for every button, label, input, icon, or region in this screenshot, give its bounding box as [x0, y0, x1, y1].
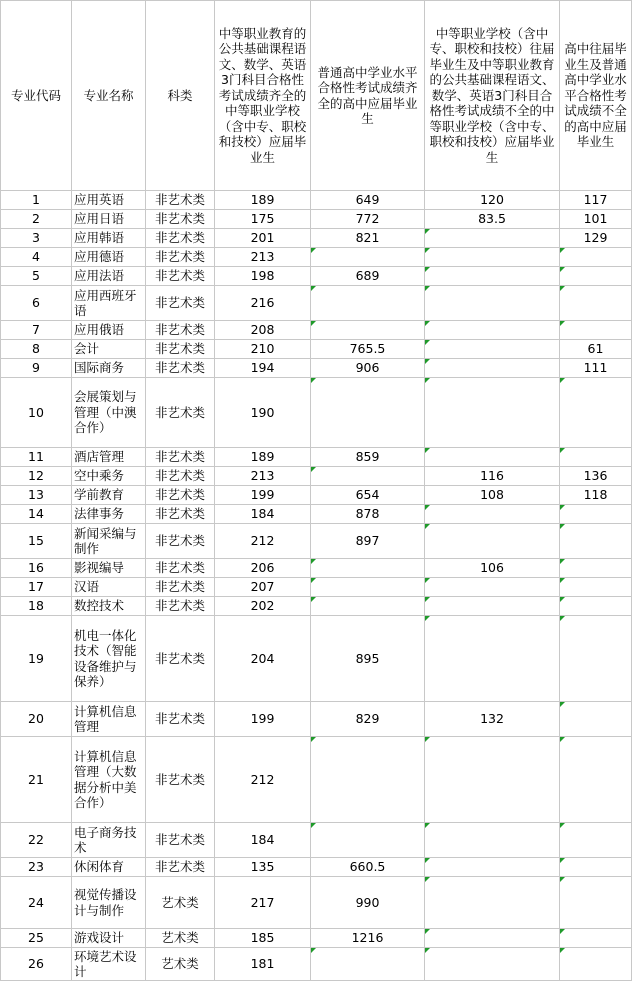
cell-highschool-fresh: 649: [311, 191, 425, 210]
cell-vocational-fresh: 198: [215, 267, 311, 286]
cell-category: 非艺术类: [146, 486, 215, 505]
cell-name: 环境艺术设计: [72, 948, 146, 981]
cell-vocational-fresh: 217: [215, 877, 311, 929]
header-vocational-other: 中等职业学校（含中专、职校和技校）往届毕业生及中等职业教育的公共基础课程语文、数学、英语3门科目合格性考试成绩不全的中等职业学校（含中专、职校和技校）应届毕业生: [425, 1, 560, 191]
cell-category: 非艺术类: [146, 467, 215, 486]
cell-vocational-fresh: 216: [215, 286, 311, 321]
cell-vocational-other: [425, 616, 560, 702]
cell-name: 视觉传播设计与制作: [72, 877, 146, 929]
cell-vocational-fresh: 135: [215, 858, 311, 877]
header-highschool-other: 高中往届毕业生及普通高中学业水平合格性考试成绩不全的高中应届毕业生: [560, 1, 632, 191]
table-row: [1, 559, 632, 578]
cell-highschool-fresh: [311, 597, 425, 616]
cell-category: 非艺术类: [146, 267, 215, 286]
cell-highschool-other: [560, 597, 632, 616]
cell-code: 2: [1, 210, 72, 229]
cell-name: 空中乘务: [72, 467, 146, 486]
table-row: [1, 321, 632, 340]
cell-name: 应用法语: [72, 267, 146, 286]
cell-name: 国际商务: [72, 359, 146, 378]
cell-category: 非艺术类: [146, 340, 215, 359]
cell-code: 13: [1, 486, 72, 505]
cell-highschool-fresh: [311, 248, 425, 267]
cell-vocational-fresh: 190: [215, 378, 311, 448]
cell-code: 4: [1, 248, 72, 267]
table-row: [1, 267, 632, 286]
header-highschool-fresh: 普通高中学业水平合格性考试成绩齐全的高中应届毕业生: [311, 1, 425, 191]
cell-vocational-other: 116: [425, 467, 560, 486]
cell-vocational-other: 120: [425, 191, 560, 210]
cell-vocational-other: [425, 578, 560, 597]
cell-category: 非艺术类: [146, 858, 215, 877]
cell-name: 应用韩语: [72, 229, 146, 248]
cell-category: 非艺术类: [146, 524, 215, 559]
cell-highschool-fresh: 821: [311, 229, 425, 248]
cell-highschool-fresh: [311, 948, 425, 981]
cell-code: 8: [1, 340, 72, 359]
cell-highschool-other: [560, 578, 632, 597]
cell-highschool-other: [560, 505, 632, 524]
cell-category: 非艺术类: [146, 702, 215, 737]
cell-vocational-fresh: 208: [215, 321, 311, 340]
cell-vocational-other: [425, 448, 560, 467]
table-row: [1, 597, 632, 616]
table-row: [1, 877, 632, 929]
cell-highschool-other: 129: [560, 229, 632, 248]
cell-highschool-fresh: 990: [311, 877, 425, 929]
cell-code: 17: [1, 578, 72, 597]
cell-highschool-fresh: [311, 467, 425, 486]
table-row: [1, 286, 632, 321]
table-row: [1, 229, 632, 248]
cell-category: 非艺术类: [146, 616, 215, 702]
cell-vocational-other: [425, 597, 560, 616]
cell-vocational-fresh: 210: [215, 340, 311, 359]
cell-vocational-fresh: 175: [215, 210, 311, 229]
cell-vocational-fresh: 184: [215, 505, 311, 524]
cell-highschool-other: 136: [560, 467, 632, 486]
cell-name: 休闲体育: [72, 858, 146, 877]
table-body: [1, 191, 632, 981]
cell-code: 14: [1, 505, 72, 524]
cell-vocational-fresh: 212: [215, 524, 311, 559]
cell-vocational-other: [425, 524, 560, 559]
cell-name: 应用德语: [72, 248, 146, 267]
cell-vocational-other: [425, 378, 560, 448]
cell-code: 25: [1, 929, 72, 948]
cell-vocational-fresh: 206: [215, 559, 311, 578]
cell-name: 新闻采编与制作: [72, 524, 146, 559]
cell-category: 非艺术类: [146, 229, 215, 248]
cell-highschool-fresh: 654: [311, 486, 425, 505]
cell-vocational-other: [425, 823, 560, 858]
cell-code: 18: [1, 597, 72, 616]
cell-category: 非艺术类: [146, 578, 215, 597]
cell-highschool-fresh: [311, 286, 425, 321]
cell-vocational-other: [425, 248, 560, 267]
cell-name: 酒店管理: [72, 448, 146, 467]
cell-name: 计算机信息管理: [72, 702, 146, 737]
cell-name: 计算机信息管理（大数据分析中美合作）: [72, 737, 146, 823]
cell-category: 艺术类: [146, 948, 215, 981]
cell-code: 9: [1, 359, 72, 378]
cell-vocational-other: [425, 340, 560, 359]
cell-code: 19: [1, 616, 72, 702]
cell-highschool-fresh: 906: [311, 359, 425, 378]
cell-category: 非艺术类: [146, 378, 215, 448]
cell-highschool-other: [560, 929, 632, 948]
cell-highschool-fresh: 859: [311, 448, 425, 467]
cell-highschool-fresh: 689: [311, 267, 425, 286]
table-row: [1, 578, 632, 597]
cell-code: 23: [1, 858, 72, 877]
cell-highschool-fresh: [311, 737, 425, 823]
cell-highschool-other: [560, 286, 632, 321]
table-row: [1, 823, 632, 858]
cell-highschool-other: 118: [560, 486, 632, 505]
table-row: [1, 191, 632, 210]
cell-category: 非艺术类: [146, 505, 215, 524]
cell-highschool-fresh: [311, 578, 425, 597]
cell-code: 24: [1, 877, 72, 929]
cell-highschool-other: [560, 702, 632, 737]
cell-vocational-fresh: 213: [215, 248, 311, 267]
cell-highschool-other: 61: [560, 340, 632, 359]
cell-highschool-other: [560, 858, 632, 877]
cell-vocational-fresh: 204: [215, 616, 311, 702]
cell-name: 应用日语: [72, 210, 146, 229]
header-category: 科类: [146, 1, 215, 191]
cell-highschool-other: [560, 737, 632, 823]
table-row: [1, 359, 632, 378]
cell-vocational-other: [425, 505, 560, 524]
table-row: [1, 340, 632, 359]
cell-vocational-fresh: 194: [215, 359, 311, 378]
cell-code: 15: [1, 524, 72, 559]
cell-highschool-other: [560, 948, 632, 981]
cell-name: 会展策划与管理（中澳合作）: [72, 378, 146, 448]
table-row: [1, 616, 632, 702]
table-row: [1, 702, 632, 737]
cell-vocational-other: [425, 321, 560, 340]
cell-vocational-fresh: 213: [215, 467, 311, 486]
table-row: [1, 467, 632, 486]
cell-code: 22: [1, 823, 72, 858]
cell-vocational-fresh: 189: [215, 191, 311, 210]
cell-vocational-fresh: 201: [215, 229, 311, 248]
cell-name: 应用俄语: [72, 321, 146, 340]
cell-code: 6: [1, 286, 72, 321]
cell-vocational-other: 83.5: [425, 210, 560, 229]
cell-category: 非艺术类: [146, 823, 215, 858]
cell-highschool-other: [560, 378, 632, 448]
table-row: [1, 737, 632, 823]
table-row: [1, 858, 632, 877]
cell-name: 影视编导: [72, 559, 146, 578]
cell-vocational-other: [425, 948, 560, 981]
cell-code: 1: [1, 191, 72, 210]
cell-highschool-fresh: [311, 559, 425, 578]
cell-highschool-other: [560, 877, 632, 929]
table-row: [1, 524, 632, 559]
cell-highschool-other: 111: [560, 359, 632, 378]
cell-highschool-other: [560, 321, 632, 340]
cell-name: 应用英语: [72, 191, 146, 210]
cell-vocational-other: 106: [425, 559, 560, 578]
cell-code: 5: [1, 267, 72, 286]
cell-vocational-other: [425, 737, 560, 823]
cell-highschool-fresh: 772: [311, 210, 425, 229]
cell-highschool-other: [560, 248, 632, 267]
cell-category: 非艺术类: [146, 737, 215, 823]
cell-category: 非艺术类: [146, 597, 215, 616]
cell-vocational-fresh: 185: [215, 929, 311, 948]
table-row: [1, 948, 632, 981]
cell-highschool-other: [560, 448, 632, 467]
cell-vocational-other: 108: [425, 486, 560, 505]
cell-code: 10: [1, 378, 72, 448]
cell-code: 21: [1, 737, 72, 823]
header-row: [1, 1, 632, 191]
cell-vocational-other: [425, 858, 560, 877]
table-row: [1, 929, 632, 948]
cell-vocational-fresh: 184: [215, 823, 311, 858]
cell-highschool-other: 101: [560, 210, 632, 229]
cell-highschool-fresh: 1216: [311, 929, 425, 948]
cell-category: 艺术类: [146, 877, 215, 929]
cell-category: 非艺术类: [146, 321, 215, 340]
cell-vocational-fresh: 199: [215, 702, 311, 737]
cell-category: 艺术类: [146, 929, 215, 948]
cell-code: 16: [1, 559, 72, 578]
cell-vocational-fresh: 181: [215, 948, 311, 981]
cell-code: 11: [1, 448, 72, 467]
cell-vocational-other: [425, 229, 560, 248]
table-row: [1, 378, 632, 448]
cell-highschool-fresh: 897: [311, 524, 425, 559]
cell-highschool-fresh: 878: [311, 505, 425, 524]
table-row: [1, 448, 632, 467]
cell-highschool-other: 117: [560, 191, 632, 210]
cell-vocational-fresh: 212: [215, 737, 311, 823]
cell-category: 非艺术类: [146, 248, 215, 267]
cell-category: 非艺术类: [146, 286, 215, 321]
cell-highschool-fresh: [311, 378, 425, 448]
cell-vocational-other: [425, 929, 560, 948]
cell-highschool-fresh: 660.5: [311, 858, 425, 877]
cell-code: 7: [1, 321, 72, 340]
table-row: [1, 505, 632, 524]
cell-vocational-other: [425, 877, 560, 929]
cell-code: 20: [1, 702, 72, 737]
cell-highschool-fresh: 829: [311, 702, 425, 737]
cell-vocational-fresh: 199: [215, 486, 311, 505]
cell-category: 非艺术类: [146, 191, 215, 210]
cell-vocational-fresh: 189: [215, 448, 311, 467]
cell-name: 法律事务: [72, 505, 146, 524]
cell-code: 12: [1, 467, 72, 486]
table-row: [1, 248, 632, 267]
cell-highschool-other: [560, 823, 632, 858]
cell-name: 会计: [72, 340, 146, 359]
table-row: [1, 486, 632, 505]
cell-name: 游戏设计: [72, 929, 146, 948]
cell-highschool-other: [560, 267, 632, 286]
cell-name: 汉语: [72, 578, 146, 597]
cell-vocational-fresh: 207: [215, 578, 311, 597]
cell-category: 非艺术类: [146, 210, 215, 229]
cell-vocational-other: [425, 267, 560, 286]
cell-code: 3: [1, 229, 72, 248]
cell-highschool-fresh: [311, 823, 425, 858]
cell-highschool-other: [560, 559, 632, 578]
cell-vocational-other: [425, 359, 560, 378]
cell-highschool-fresh: 765.5: [311, 340, 425, 359]
header-vocational-fresh: 中等职业教育的公共基础课程语文、数学、英语3门科目合格性考试成绩齐全的中等职业学校（含中专、职校和技校）应届毕业生: [215, 1, 311, 191]
cell-name: 数控技术: [72, 597, 146, 616]
cell-category: 非艺术类: [146, 559, 215, 578]
cell-highschool-fresh: 895: [311, 616, 425, 702]
cell-highschool-other: [560, 524, 632, 559]
header-code: 专业代码: [1, 1, 72, 191]
cell-category: 非艺术类: [146, 448, 215, 467]
cell-highschool-fresh: [311, 321, 425, 340]
cell-name: 电子商务技术: [72, 823, 146, 858]
cell-name: 学前教育: [72, 486, 146, 505]
cell-name: 机电一体化技术（智能设备维护与保养）: [72, 616, 146, 702]
header-name: 专业名称: [72, 1, 146, 191]
cell-vocational-other: 132: [425, 702, 560, 737]
cell-highschool-other: [560, 616, 632, 702]
cell-code: 26: [1, 948, 72, 981]
cell-name: 应用西班牙语: [72, 286, 146, 321]
cell-category: 非艺术类: [146, 359, 215, 378]
cell-vocational-fresh: 202: [215, 597, 311, 616]
table-row: [1, 210, 632, 229]
cell-vocational-other: [425, 286, 560, 321]
